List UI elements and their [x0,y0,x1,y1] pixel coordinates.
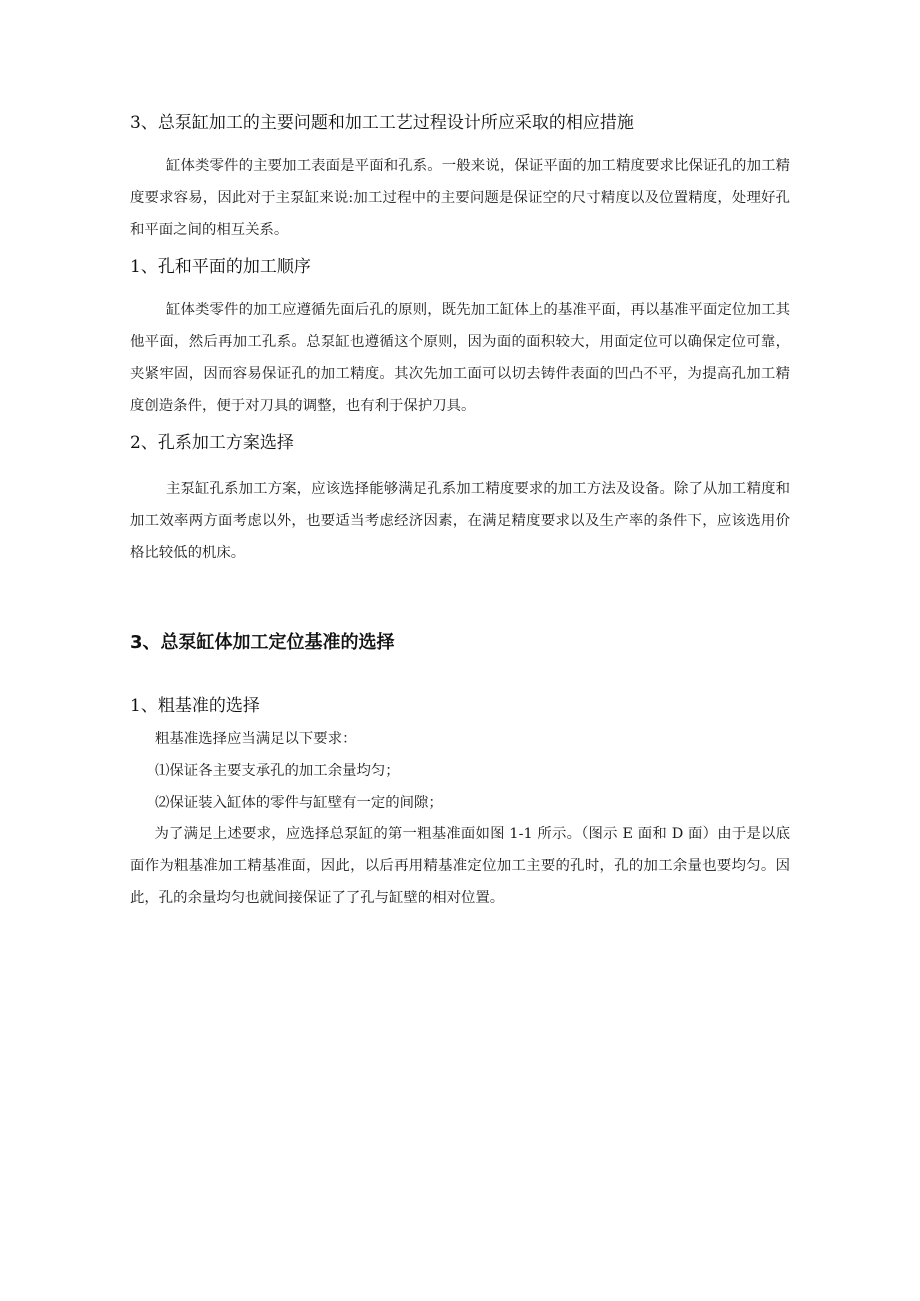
subheading-hole-plane-order: 1、孔和平面的加工顺序 [130,257,311,277]
paragraph-intro: 缸体类零件的主要加工表面是平面和孔系。一般来说，保证平面的加工精度要求比保证孔的加工精度要求容易，因此对于主泵缸来说:加工过程中的主要问题是保证空的尺寸精度以及位置精度，处理好孔和平面之间的相互关系。 [130,158,790,238]
requirements-intro: 粗基准选择应当满足以下要求： [155,731,357,747]
subheading-rough-datum: 1、粗基准的选择 [130,696,260,716]
paragraph-conclusion: 为了满足上述要求，应选择总泵缸的第一粗基准面如图 1-1 所示。（图示 E 面和 D 面）由于是以底面作为粗基准加工精基准面，因此，以后再用精基准定位加工主要的孔时，孔的加工余量也要均匀。因此，孔的余量均匀也就间接保证了了孔与缸壁的相对位置。 [130,826,790,906]
requirement-2: ⑵保证装入缸体的零件与缸壁有一定的间隙； [155,795,443,811]
section-heading-datum-selection: 3、总泵缸体加工定位基准的选择 [130,632,395,653]
paragraph-hole-system-plan: 主泵缸孔系加工方案，应该选择能够满足孔系加工精度要求的加工方法及设备。除了从加工精度和加工效率两方面考虑以外，也要适当考虑经济因素，在满足精度要求以及生产率的条件下，应该选用价格比较低的机床。 [130,481,790,561]
requirement-1: ⑴保证各主要支承孔的加工余量均匀； [155,763,400,779]
section-heading-main-issues: 3、总泵缸加工的主要问题和加工工艺过程设计所应采取的相应措施 [130,113,634,133]
subheading-hole-system-plan: 2、孔系加工方案选择 [130,433,294,453]
paragraph-hole-plane-order: 缸体类零件的加工应遵循先面后孔的原则，既先加工缸体上的基准平面，再以基准平面定位加工其他平面，然后再加工孔系。总泵缸也遵循这个原则，因为面的面积较大，用面定位可以确保定位可靠，夹紧牢固，因而容易保证孔的加工精度。其次先加工面可以切去铸件表面的凹凸不平，为提高孔加工精度创造条件，便于对刀具的调整，也有利于保护刀具。 [130,302,790,414]
